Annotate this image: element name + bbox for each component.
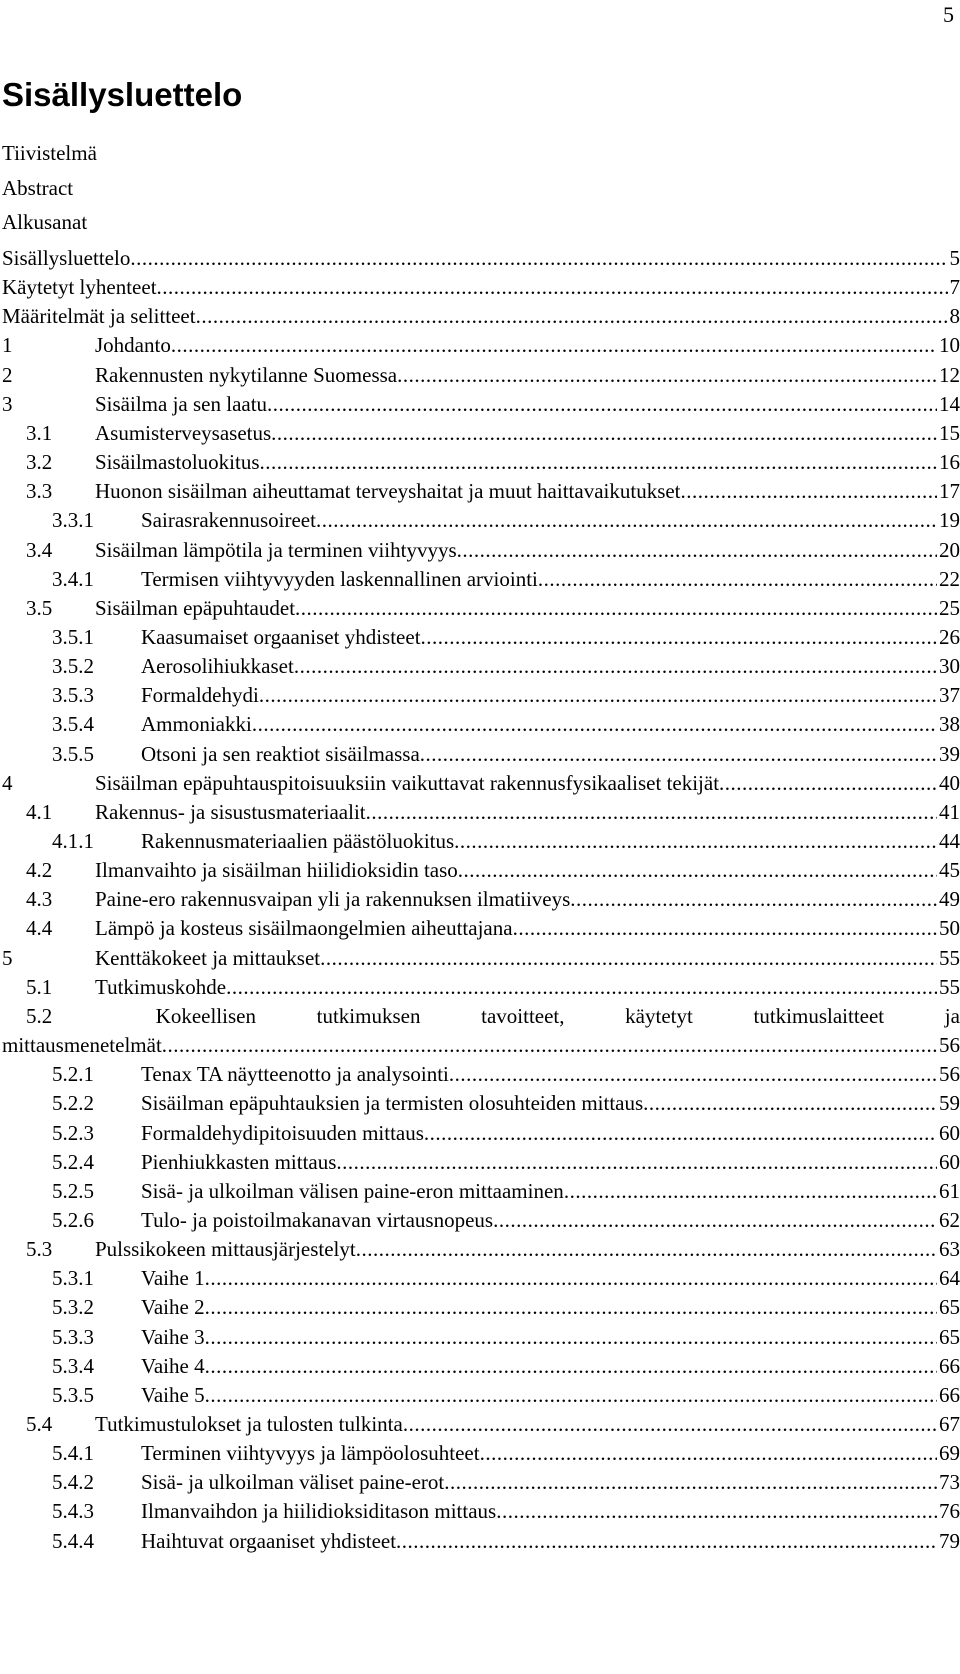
- toc-unnumbered-item: Alkusanat: [2, 210, 88, 234]
- toc-entry-number: 4.4: [26, 916, 53, 941]
- toc-entry: [2, 301, 960, 331]
- toc-entry-title: Vaihe 5: [141, 1382, 205, 1407]
- toc-entry-row: [2, 1438, 960, 1468]
- toc-leader-dots: [403, 1409, 937, 1439]
- toc-entry: [2, 884, 960, 914]
- toc-entry-title-word: ja: [944, 1003, 960, 1028]
- toc-leader-dots: [336, 1147, 937, 1177]
- toc-entry-title: Formaldehydipitoisuuden mittaus: [141, 1120, 424, 1145]
- toc-entry-number: 5.1: [26, 974, 53, 999]
- toc-entry-row: [2, 651, 960, 681]
- toc-entry-row: [2, 330, 960, 360]
- toc-entry-title-word: tutkimuslaitteet: [753, 1003, 885, 1028]
- toc-leader-dots: [271, 418, 937, 448]
- toc-entry-title: Vaihe 3: [141, 1324, 205, 1349]
- toc-entry: [2, 1176, 960, 1206]
- toc-entry-title: Asumisterveysasetus: [95, 420, 272, 445]
- toc-entry-number: 3.5.4: [52, 712, 94, 737]
- toc-leader-dots: [366, 797, 937, 827]
- toc-entry-title: Johdanto: [95, 333, 171, 358]
- toc-entry-row: [2, 1292, 960, 1322]
- toc-entry-row: [2, 360, 960, 390]
- toc-entry-page: 22: [939, 566, 960, 591]
- toc-entry-number: 3.4: [26, 537, 53, 562]
- toc-entry-page: 60: [939, 1149, 960, 1174]
- toc-entry-row: [2, 505, 960, 535]
- toc-entry-title: Tutkimuskohde: [95, 974, 227, 999]
- toc-entry-row: [2, 418, 960, 448]
- toc-entry: [2, 1351, 960, 1381]
- toc-entry-number: 3.5.1: [52, 624, 94, 649]
- toc-entry-page: 5: [949, 246, 960, 270]
- toc-entry-number: 5.4.4: [52, 1528, 94, 1553]
- toc-entry-page: 64: [939, 1266, 960, 1291]
- toc-entry: [2, 1263, 960, 1293]
- toc-entry-number: 5.3.1: [52, 1266, 94, 1291]
- toc-entry-title: Sisällysluettelo: [2, 246, 131, 270]
- toc-entry-number: 5.2.3: [52, 1120, 94, 1145]
- toc-entry-row: [2, 1322, 960, 1352]
- toc-entry-page: 26: [939, 624, 960, 649]
- toc-leader-dots: [205, 1263, 937, 1293]
- toc-entry-title: Sisäilman epäpuhtauksien ja termisten olosuhteiden mittaus: [141, 1091, 644, 1116]
- toc-entry-number: 3.5: [26, 595, 53, 620]
- toc-entry-number: 5.3: [26, 1237, 53, 1262]
- toc-entry: [2, 1496, 960, 1526]
- toc-entry-page: 67: [939, 1412, 960, 1436]
- toc-leader-dots: [162, 1030, 937, 1060]
- toc-entry-title: Ammoniakki: [141, 712, 252, 737]
- toc-entry-number: 5.3.2: [52, 1295, 94, 1320]
- toc-entry-row: [2, 389, 960, 419]
- toc-leader-dots: [570, 884, 937, 914]
- toc-entry-title: Terminen viihtyvyys ja lämpöolosuhteet: [141, 1441, 480, 1466]
- toc-entry: [2, 418, 960, 448]
- toc-leader-dots: [396, 1526, 937, 1556]
- toc-entry: [2, 447, 960, 477]
- toc-entry-title: Kaasumaiset orgaaniset yhdisteet: [141, 624, 421, 649]
- toc-leader-dots: [458, 855, 937, 885]
- toc-unnumbered-item: Abstract: [2, 175, 74, 200]
- toc-entry-page: 79: [939, 1528, 960, 1553]
- page-number: 5: [943, 2, 954, 27]
- toc-leader-dots: [496, 1496, 937, 1526]
- toc-entry-page: 16: [939, 450, 960, 475]
- toc-entry: [2, 972, 960, 1002]
- toc-entry-number: 5.2.5: [52, 1178, 94, 1203]
- toc-entry-title: Pienhiukkasten mittaus: [141, 1149, 337, 1174]
- toc-entry-number: 5.4.3: [52, 1499, 94, 1524]
- toc-leader-dots: [424, 1118, 937, 1148]
- toc-entry-row: [2, 680, 960, 710]
- page-title: Sisällysluettelo: [2, 76, 243, 113]
- toc-leader-dots: [157, 272, 948, 302]
- toc-entry-title: Rakennusmateriaalien päästöluokitus: [141, 829, 455, 853]
- toc-entry-page: 55: [939, 945, 960, 970]
- toc-entry: [2, 943, 960, 973]
- toc-leader-dots: [457, 535, 937, 565]
- toc-entry-row: [2, 1526, 960, 1556]
- toc-entry-title: Ilmanvaihto ja sisäilman hiilidioksidin taso: [95, 858, 458, 883]
- toc-entry: [2, 1059, 960, 1089]
- toc-leader-dots: [719, 768, 937, 798]
- toc-leader-dots: [196, 301, 948, 331]
- toc-entry-title-word: käytetyt: [625, 1003, 693, 1028]
- toc-leader-dots: [205, 1351, 937, 1381]
- toc-entry-number: 1: [2, 333, 13, 358]
- toc-entry-title: Lämpö ja kosteus sisäilmaongelmien aiheuttajana: [95, 916, 513, 941]
- toc-entry-number: 4.2: [26, 858, 53, 883]
- toc-entry: [2, 1467, 960, 1497]
- toc-entry-page: 45: [939, 858, 960, 883]
- toc-entry: [2, 360, 960, 390]
- toc-entry: [2, 826, 960, 856]
- toc-entry-page: 56: [939, 1033, 960, 1058]
- toc-entry-title: Sisäilman epäpuhtaudet: [95, 595, 296, 620]
- toc-leader-dots: [252, 709, 937, 739]
- toc-entry: [2, 505, 960, 535]
- toc-entry-row: [2, 1059, 960, 1089]
- toc-entry-number: 5: [2, 945, 13, 970]
- toc-leader-dots: [493, 1205, 937, 1235]
- toc-entry-title: Tutkimustulokset ja tulosten tulkinta: [95, 1412, 403, 1436]
- toc-entry-row: [2, 1467, 960, 1497]
- toc-entry-row: [2, 855, 960, 885]
- toc-entry-page: 60: [939, 1120, 960, 1145]
- toc-entry-number: 5.4.1: [52, 1441, 94, 1466]
- toc-entry: [2, 564, 960, 594]
- toc-entry-title: Sisäilma ja sen laatu: [95, 391, 268, 416]
- toc-entry-row: [2, 1496, 960, 1526]
- toc-entry-number: 5.3.3: [52, 1324, 94, 1349]
- toc-entry: [2, 797, 960, 827]
- toc-entry: [2, 1147, 960, 1177]
- toc-entry-title: Sisäilmastoluokitus: [95, 450, 260, 475]
- toc-entry-page: 55: [939, 974, 960, 999]
- toc-entry: [2, 593, 960, 623]
- toc-leader-dots: [267, 389, 937, 419]
- toc-entry: [2, 768, 960, 798]
- toc-entry-page: 56: [939, 1062, 960, 1087]
- toc-leader-dots: [513, 913, 937, 943]
- toc-entry-row: [2, 535, 960, 565]
- toc-leader-dots: [205, 1380, 937, 1410]
- toc-entry-title: Rakennusten nykytilanne Suomessa: [95, 362, 398, 387]
- toc-entry-page: 63: [939, 1237, 960, 1262]
- toc-entry-number: 5.4.2: [52, 1470, 94, 1495]
- toc-entry-page: 8: [949, 304, 960, 329]
- toc-entry-row: [2, 972, 960, 1002]
- toc-entry: [2, 1438, 960, 1468]
- toc-entry-row: [2, 243, 960, 273]
- toc-entry: [2, 330, 960, 360]
- toc-entry-title: mittausmenetelmät: [2, 1033, 162, 1058]
- toc-entry-number: 4: [2, 770, 13, 795]
- toc-entry-page: 76: [939, 1499, 960, 1524]
- toc-entry-number: 3.5.2: [52, 654, 94, 679]
- toc-entry-row: [2, 826, 960, 856]
- toc-entry-page: 25: [939, 595, 960, 620]
- toc-entry-title: Vaihe 1: [141, 1266, 205, 1291]
- toc-entry-page: 39: [939, 741, 960, 766]
- toc-entry-page: 65: [939, 1324, 960, 1349]
- toc-entry: [2, 1234, 960, 1264]
- toc-entry: [2, 1322, 960, 1352]
- toc-entry-row: [2, 1351, 960, 1381]
- toc-entry-number: 5.3.4: [52, 1353, 94, 1378]
- toc-entry-row: [2, 1147, 960, 1177]
- toc-entry-line: [2, 1001, 960, 1031]
- toc-entry-title: Aerosolihiukkaset: [141, 654, 294, 679]
- toc-entry-row: [2, 593, 960, 623]
- toc-entry-title: Formaldehydi: [141, 683, 259, 708]
- toc-entry-page: 30: [939, 654, 960, 679]
- toc-leader-dots: [205, 1292, 937, 1322]
- toc-entry-title: Kenttäkokeet ja mittaukset: [95, 945, 321, 970]
- toc-entry-row: [2, 884, 960, 914]
- toc-entry: [2, 1380, 960, 1410]
- toc-leader-dots: [397, 360, 937, 390]
- toc-entry: [2, 1526, 960, 1556]
- toc-entry: [2, 709, 960, 739]
- toc-entry: [2, 243, 960, 273]
- toc-leader-dots: [356, 1234, 937, 1264]
- toc-entry-number: 4.1: [26, 799, 53, 824]
- toc-entry-number: 3.2: [26, 450, 53, 475]
- toc-entry-title-word: tavoitteet,: [481, 1003, 565, 1028]
- toc-entry-title: Sisä- ja ulkoilman väliset paine-erot: [141, 1470, 445, 1495]
- toc-entry-title: Rakennus- ja sisustusmateriaalit: [95, 799, 366, 824]
- toc-entry-row: [2, 943, 960, 973]
- toc-entry-title-word: tutkimuksen: [316, 1003, 421, 1028]
- toc-entry-title: Otsoni ja sen reaktiot sisäilmassa: [141, 741, 420, 766]
- toc-entry: [2, 1205, 960, 1235]
- toc-entry-title: Käytetyt lyhenteet: [2, 275, 157, 300]
- toc-entry-row: [2, 1118, 960, 1148]
- toc-leader-dots: [643, 1088, 937, 1118]
- toc-leader-dots: [564, 1176, 937, 1206]
- toc-entry-page: 7: [949, 275, 960, 300]
- toc-leader-dots: [316, 505, 937, 535]
- toc-leader-dots: [454, 826, 937, 856]
- toc-entry-number: 2: [2, 362, 13, 387]
- toc-entry-title: Tulo- ja poistoilmakanavan virtausnopeus: [141, 1207, 494, 1232]
- toc-entry-title: Vaihe 2: [141, 1295, 205, 1320]
- toc-entry-number: 3.3.1: [52, 508, 94, 533]
- toc-entry-page: 44: [939, 829, 960, 853]
- toc-entry-number: 3: [2, 391, 13, 416]
- toc-entry-row: [2, 1263, 960, 1293]
- toc-leader-dots: [171, 330, 937, 360]
- toc-entry-title: Haihtuvat orgaaniset yhdisteet: [141, 1528, 397, 1553]
- toc-entry-page: 40: [939, 770, 960, 795]
- toc-entry-title: Ilmanvaihdon ja hiilidioksiditason mittaus: [141, 1499, 497, 1524]
- toc-entry: [2, 680, 960, 710]
- toc-leader-dots: [259, 680, 937, 710]
- toc-entry: [2, 1118, 960, 1148]
- toc-entry-row: [2, 1409, 960, 1439]
- toc-entry-title: Määritelmät ja selitteet: [2, 304, 196, 329]
- toc-entry-page: 49: [939, 887, 960, 912]
- toc-entry: [2, 1409, 960, 1439]
- toc-entry-row: [2, 913, 960, 943]
- toc-entry-number: 4.3: [26, 887, 53, 912]
- toc-entry-page: 50: [939, 916, 960, 941]
- toc-entry-title: Sisäilman epäpuhtauspitoisuuksiin vaikuttavat rakennusfysikaaliset tekijät: [95, 770, 720, 795]
- toc-leader-dots: [320, 943, 937, 973]
- toc-entry: [2, 272, 960, 302]
- toc-entry-page: 69: [939, 1441, 960, 1466]
- toc-entry-number: 3.5.5: [52, 741, 94, 766]
- toc-entry-page: 37: [939, 683, 960, 708]
- toc-entry-title: Tenax TA näytteenotto ja analysointi: [141, 1062, 449, 1087]
- toc-entry-page: 61: [939, 1178, 960, 1203]
- toc-entry-page: 19: [939, 508, 960, 533]
- toc-entry: [2, 622, 960, 652]
- toc-entry-title: Vaihe 4: [141, 1353, 205, 1378]
- toc-entry-page: 17: [939, 479, 960, 504]
- toc-entry: [2, 476, 960, 506]
- toc-entry: [2, 651, 960, 681]
- toc-entry-title: Sairasrakennusoireet: [141, 508, 316, 533]
- toc-entry-title: Sisäilman lämpötila ja terminen viihtyvyys: [95, 537, 457, 562]
- toc-leader-dots: [294, 651, 937, 681]
- toc-entry-row: [2, 1234, 960, 1264]
- toc-entry-page: 38: [939, 712, 960, 737]
- toc-entry-page: 62: [939, 1207, 960, 1232]
- toc-entry-title: Pulssikokeen mittausjärjestelyt: [95, 1237, 356, 1262]
- toc-entry-number: 5.2.6: [52, 1207, 94, 1232]
- toc-entry-page: 14: [939, 391, 960, 416]
- toc-entry-title: Sisä- ja ulkoilman välisen paine-eron mittaaminen: [141, 1178, 564, 1203]
- toc-leader-dots: [420, 739, 937, 769]
- toc-entry-number: 5.2: [26, 1003, 53, 1028]
- toc-entry-row: [2, 447, 960, 477]
- toc-unnumbered-item: Tiivistelmä: [2, 141, 97, 165]
- toc-leader-dots: [130, 243, 947, 273]
- toc-entry-number: 3.5.3: [52, 683, 94, 708]
- toc-leader-dots: [205, 1322, 937, 1352]
- toc-entry-row: [2, 476, 960, 506]
- toc-entry-page: 66: [939, 1382, 960, 1407]
- toc-entry: [2, 389, 960, 419]
- toc-leader-dots: [421, 622, 937, 652]
- toc-leader-dots: [681, 476, 937, 506]
- toc-entry-page: 15: [939, 420, 960, 445]
- toc-entry-row: [2, 768, 960, 798]
- toc-entry-title: Termisen viihtyvyyden laskennallinen arviointi: [141, 566, 538, 591]
- toc-entry-page: 20: [939, 537, 960, 562]
- toc-entry-row: [2, 1030, 960, 1060]
- toc-entry: [2, 855, 960, 885]
- toc-leader-dots: [538, 564, 937, 594]
- toc-entry-page: 66: [939, 1353, 960, 1378]
- toc-leader-dots: [449, 1059, 937, 1089]
- toc-entry-number: 5.3.5: [52, 1382, 94, 1407]
- toc-entry-number: 3.3: [26, 479, 53, 504]
- toc-entry-title-word: Kokeellisen: [155, 1003, 256, 1028]
- toc-entry-number: 5.4: [26, 1412, 53, 1436]
- toc-entry-row: [2, 739, 960, 769]
- toc-entry-title: Huonon sisäilman aiheuttamat terveyshaitat ja muut haittavaikutukset: [95, 479, 681, 504]
- toc-entry-page: 41: [939, 799, 960, 824]
- toc-entry-page: 59: [939, 1091, 960, 1116]
- toc-entry-continuation: [2, 1030, 960, 1060]
- toc-leader-dots: [444, 1467, 937, 1497]
- toc-entry-row: [2, 709, 960, 739]
- toc-entry-page: 73: [939, 1470, 960, 1495]
- toc-entry-row: [2, 797, 960, 827]
- toc-entry-page: 12: [939, 362, 960, 387]
- toc-entry-row: [2, 622, 960, 652]
- toc-entry-row: [2, 272, 960, 302]
- toc-entry-number: 3.4.1: [52, 566, 94, 591]
- toc-entry-number: 4.1.1: [52, 829, 94, 853]
- toc-entry: [2, 535, 960, 565]
- toc-entry-page: 65: [939, 1295, 960, 1320]
- toc-entry-number: 5.2.4: [52, 1149, 94, 1174]
- toc-entry: [2, 1292, 960, 1322]
- toc-leader-dots: [260, 447, 937, 477]
- toc-leader-dots: [295, 593, 937, 623]
- toc-entry: [2, 913, 960, 943]
- toc-entry-row: [2, 564, 960, 594]
- toc-entry-row: [2, 1205, 960, 1235]
- toc-leader-dots: [226, 972, 937, 1002]
- toc-entry: [2, 739, 960, 769]
- toc-entry-row: [2, 1380, 960, 1410]
- toc-entry-title: Paine-ero rakennusvaipan yli ja rakennuksen ilmatiiveys: [95, 887, 571, 912]
- toc-entry-page: 10: [939, 333, 960, 358]
- toc-entry-row: [2, 301, 960, 331]
- toc-leader-dots: [480, 1438, 937, 1468]
- toc-entry-number: 3.1: [26, 420, 53, 445]
- toc-entry-row: [2, 1088, 960, 1118]
- toc-entry-number: 5.2.1: [52, 1062, 94, 1087]
- toc-entry: [2, 1088, 960, 1118]
- toc-entry-number: 5.2.2: [52, 1091, 94, 1116]
- toc-entry-row: [2, 1176, 960, 1206]
- toc-entry: [2, 1001, 960, 1031]
